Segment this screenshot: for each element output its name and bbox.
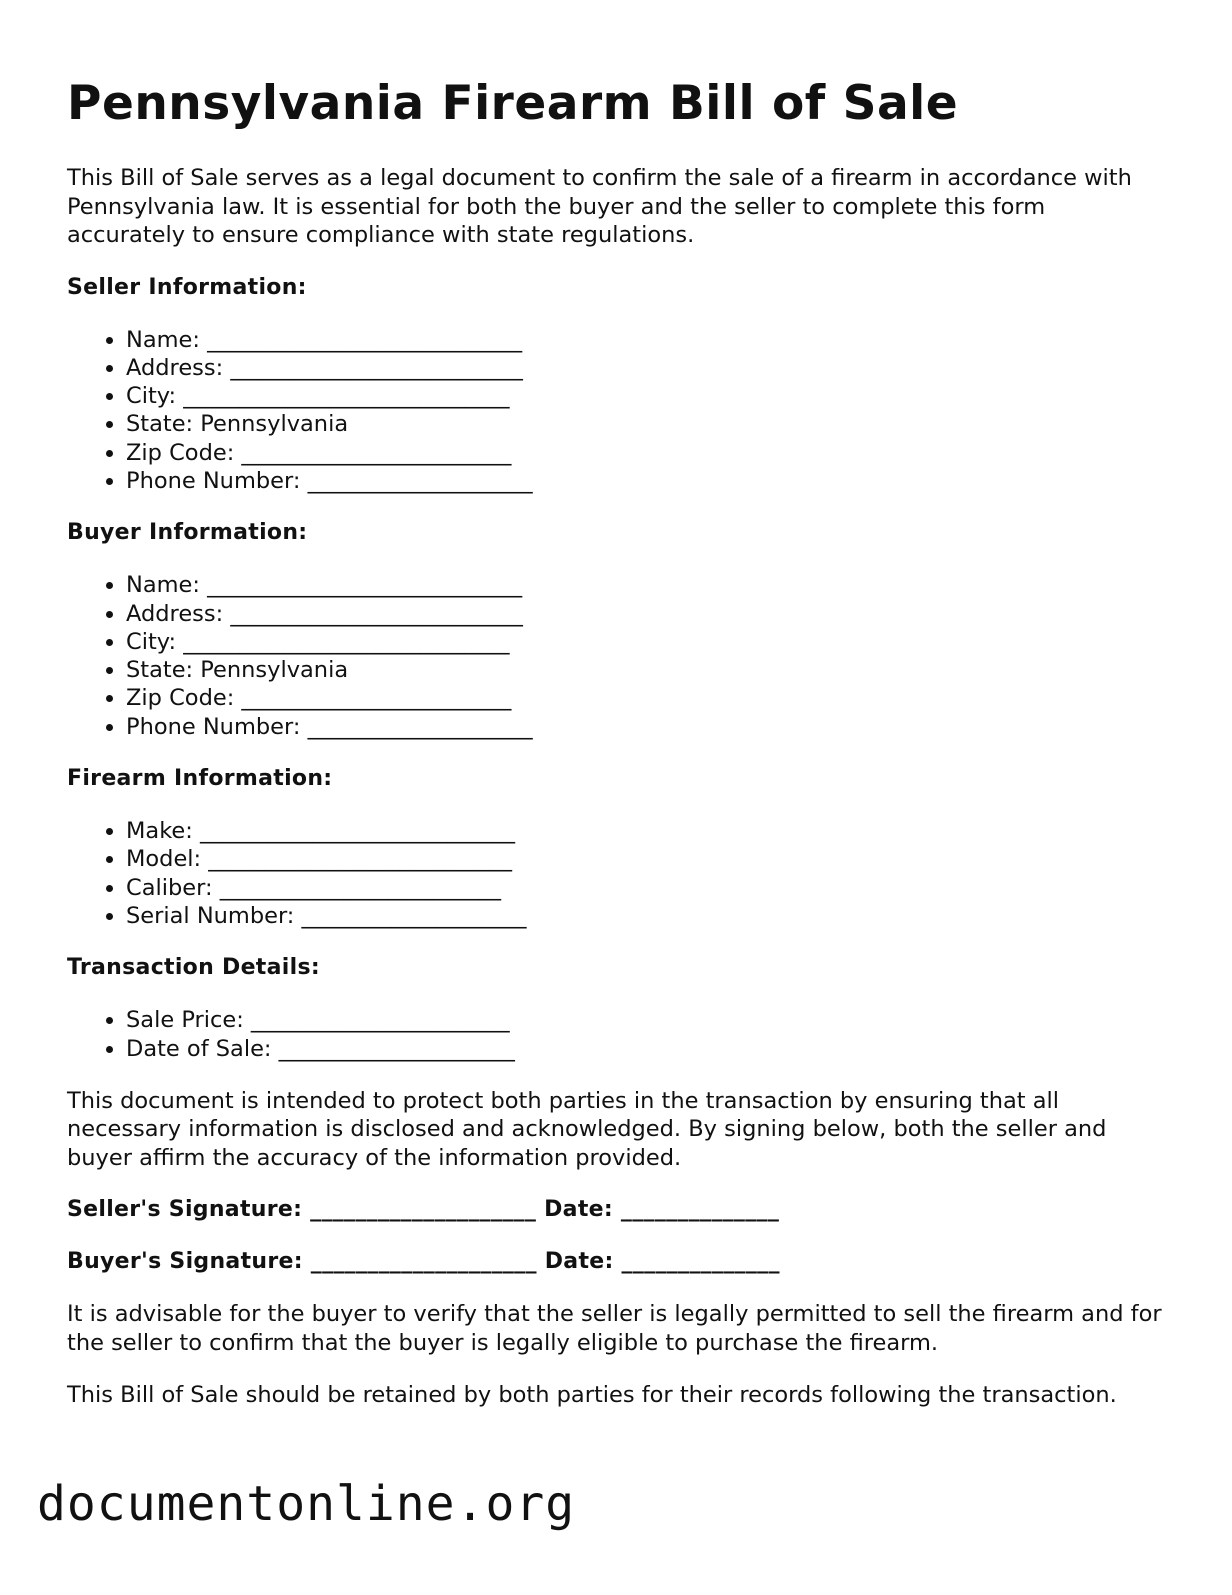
buyer-city-field: • City: _____________________________ (126, 628, 1167, 656)
seller-phone-field: • Phone Number: ____________________ (126, 467, 1167, 495)
seller-state-field: • State: Pennsylvania (126, 410, 1167, 438)
seller-section-heading: Seller Information: (67, 274, 307, 300)
buyer-address-field: • Address: __________________________ (126, 600, 1167, 628)
buyer-zip-field: • Zip Code: ________________________ (126, 684, 1167, 712)
sale-price-field: • Sale Price: _______________________ (126, 1006, 1167, 1034)
firearm-info-list (67, 817, 1167, 930)
protection-paragraph: This document is intended to protect both parties in the transaction by ensuring that all necessary information is disclosed and acknowledged. By signing below, both the seller and buyer affirm the accuracy of the information provided. (67, 1087, 1107, 1171)
seller-zip-field: • Zip Code: ________________________ (126, 439, 1167, 467)
watermark-logo: documentonline.org (37, 1476, 576, 1532)
advisory-paragraph: It is advisable for the buyer to verify that the seller is legally permitted to sell the firearm and for the seller to confirm that the buyer is legally eligible to purchase the firearm. (67, 1301, 1162, 1356)
retention-paragraph: This Bill of Sale should be retained by both parties for their records following the transaction. (67, 1382, 1117, 1409)
transaction-info-list (67, 1006, 1167, 1063)
seller-name-field: • Name: ____________________________ (126, 326, 1167, 354)
buyer-name-field: • Name: ____________________________ (126, 571, 1167, 599)
transaction-section-heading: Transaction Details: (67, 955, 320, 981)
buyer-section-heading: Buyer Information: (67, 520, 308, 546)
seller-address-field: • Address: __________________________ (126, 354, 1167, 382)
seller-city-field: • City: _____________________________ (126, 382, 1167, 410)
firearm-section-heading: Firearm Information: (67, 766, 333, 792)
buyer-phone-field: • Phone Number: ____________________ (126, 713, 1167, 741)
buyer-state-field: • State: Pennsylvania (126, 656, 1167, 684)
firearm-model-field: • Model: ___________________________ (126, 845, 1167, 873)
page-title: Pennsylvania Firearm Bill of Sale (67, 76, 959, 131)
firearm-caliber-field: • Caliber: _________________________ (126, 874, 1167, 902)
intro-paragraph: This Bill of Sale serves as a legal document to confirm the sale of a firearm in accordance with Pennsylvania law. It is essential for both the buyer and the seller to complete this form accurately to ensure compliance with state regulations. (67, 165, 1132, 248)
seller-signature-line: Seller's Signature: ____________________ Date: ______________ (67, 1197, 780, 1223)
sale-date-field: • Date of Sale: _____________________ (126, 1035, 1167, 1063)
buyer-info-list (67, 571, 1167, 741)
buyer-signature-line: Buyer's Signature: ____________________ Date: ______________ (67, 1249, 780, 1275)
document-page (67, 76, 1167, 1434)
seller-info-list (67, 326, 1167, 496)
firearm-serial-field: • Serial Number: ____________________ (126, 902, 1167, 930)
firearm-make-field: • Make: ____________________________ (126, 817, 1167, 845)
